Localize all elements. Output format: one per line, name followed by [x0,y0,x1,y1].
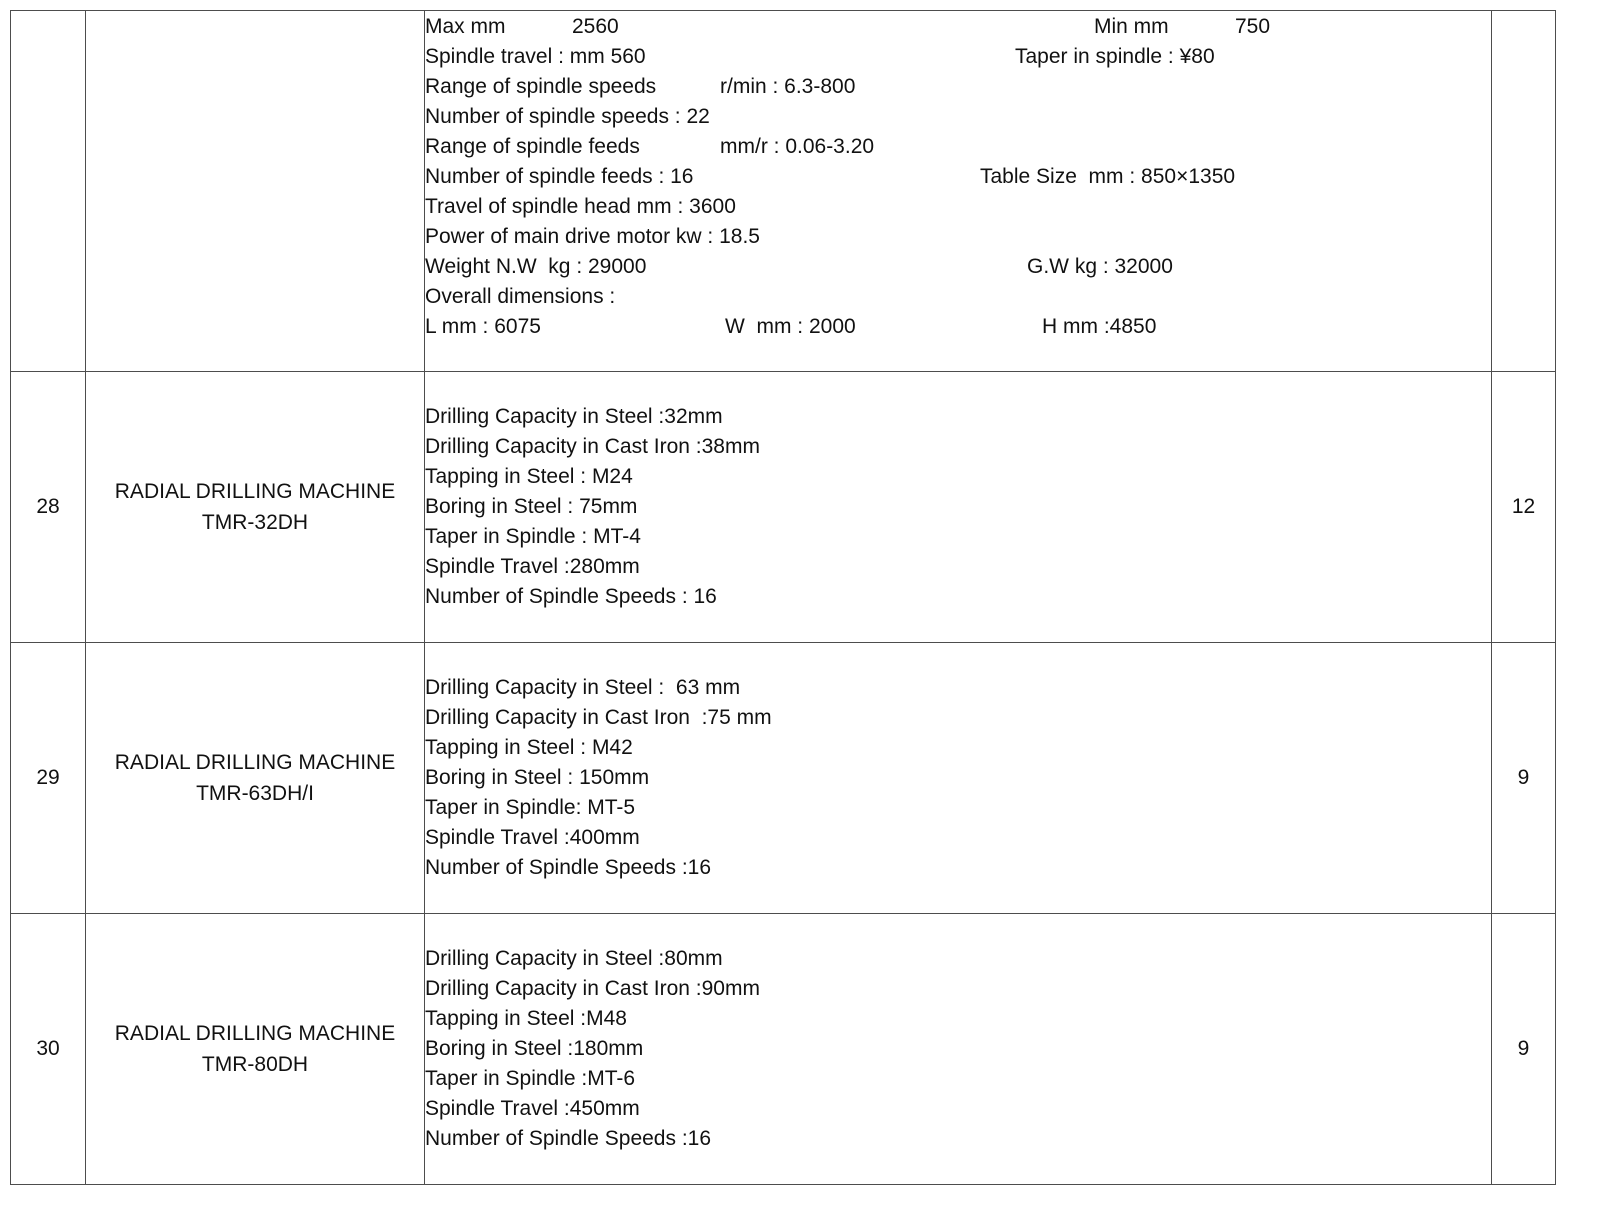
item-number-cell [11,11,86,372]
spec-text: Taper in spindle : ¥80 [1015,45,1215,68]
spec-text: G.W kg : 32000 [1027,255,1173,278]
spec-text: L mm : 6075 [425,315,541,338]
quantity-cell: 9 [1492,643,1556,914]
spec-line: Taper in Spindle: MT-5 [425,796,636,819]
spec-text: Power of main drive motor kw : 18.5 [425,225,760,248]
item-number-cell: 28 [11,372,86,643]
spec-text: r/min : 6.3-800 [720,75,856,98]
spec-line [425,132,1491,162]
spec-text: mm/r : 0.06-3.20 [720,135,875,158]
spec-line [425,72,1491,102]
specification-cell [425,11,1492,372]
spec-max-value: 2560 [572,15,619,38]
spec-text: Weight N.W kg : 29000 [425,255,647,278]
spec-line: Taper in Spindle : MT-4 [425,525,641,548]
specification-cell [425,914,1492,1185]
machine-model: TMR-32DH [201,511,309,534]
table-row [11,11,1556,372]
machine-model: TMR-63DH/I [196,782,314,805]
spec-line: Tapping in Steel : M42 [425,736,633,759]
spec-min-value: 750 [1235,15,1271,38]
spec-max-label: Max mm [425,15,506,38]
spec-text: Overall dimensions : [425,285,616,308]
spec-line: Boring in Steel :180mm [425,1037,644,1060]
machine-name: RADIAL DRILLING MACHINE [114,480,396,503]
machine-spec-table [10,10,1556,1185]
spec-line: Number of Spindle Speeds :16 [425,1127,712,1150]
spec-line [425,12,1491,42]
spec-line [425,282,1491,312]
spec-line [425,192,1491,222]
table-row [11,914,1556,1185]
spec-line: Drilling Capacity in Cast Iron :38mm [425,435,760,458]
spec-line [425,252,1491,282]
spec-line: Boring in Steel : 150mm [425,766,650,789]
spec-text: Number of spindle speeds : 22 [425,105,710,128]
spec-text: Range of spindle speeds [425,75,657,98]
spec-text: Table Size mm : 850×1350 [980,165,1236,188]
machine-name-cell [86,11,425,372]
spec-text: Travel of spindle head mm : 3600 [425,195,736,218]
spec-line: Spindle Travel :280mm [425,555,640,578]
spec-text: W mm : 2000 [725,315,856,338]
spec-line: Taper in Spindle :MT-6 [425,1067,636,1090]
spec-line: Drilling Capacity in Cast Iron :75 mm [425,706,772,729]
spec-line: Drilling Capacity in Steel :80mm [425,947,723,970]
item-number-cell: 29 [11,643,86,914]
spec-line: Number of Spindle Speeds :16 [425,856,712,879]
specification-cell [425,643,1492,914]
spec-line: Spindle Travel :400mm [425,826,640,849]
table-row [11,643,1556,914]
spec-line [425,42,1491,72]
spec-text: H mm :4850 [1042,315,1157,338]
spec-text: Number of spindle feeds : 16 [425,165,694,188]
specification-cell [425,372,1492,643]
machine-name: RADIAL DRILLING MACHINE [114,1022,396,1045]
spec-line: Drilling Capacity in Cast Iron :90mm [425,977,760,1000]
item-number-cell: 30 [11,914,86,1185]
spec-line: Number of Spindle Speeds : 16 [425,585,717,608]
machine-name: RADIAL DRILLING MACHINE [114,751,396,774]
spec-text: Range of spindle feeds [425,135,640,158]
spec-text: Spindle travel : mm 560 [425,45,646,68]
table-row [11,372,1556,643]
spec-line [425,222,1491,252]
quantity-cell: 9 [1492,914,1556,1185]
spec-line: Spindle Travel :450mm [425,1097,640,1120]
spec-line: Boring in Steel : 75mm [425,495,638,518]
spec-line [425,102,1491,132]
machine-name-cell [86,914,425,1185]
spec-line: Tapping in Steel :M48 [425,1007,627,1030]
spec-line: Drilling Capacity in Steel : 63 mm [425,676,741,699]
machine-name-cell [86,643,425,914]
spec-line [425,312,1491,342]
spec-min-label: Min mm [1094,15,1169,38]
quantity-cell [1492,11,1556,372]
spec-line: Tapping in Steel : M24 [425,465,633,488]
spec-line [425,162,1491,192]
spec-line: Drilling Capacity in Steel :32mm [425,405,723,428]
quantity-cell: 12 [1492,372,1556,643]
machine-model: TMR-80DH [201,1053,309,1076]
machine-name-cell [86,372,425,643]
